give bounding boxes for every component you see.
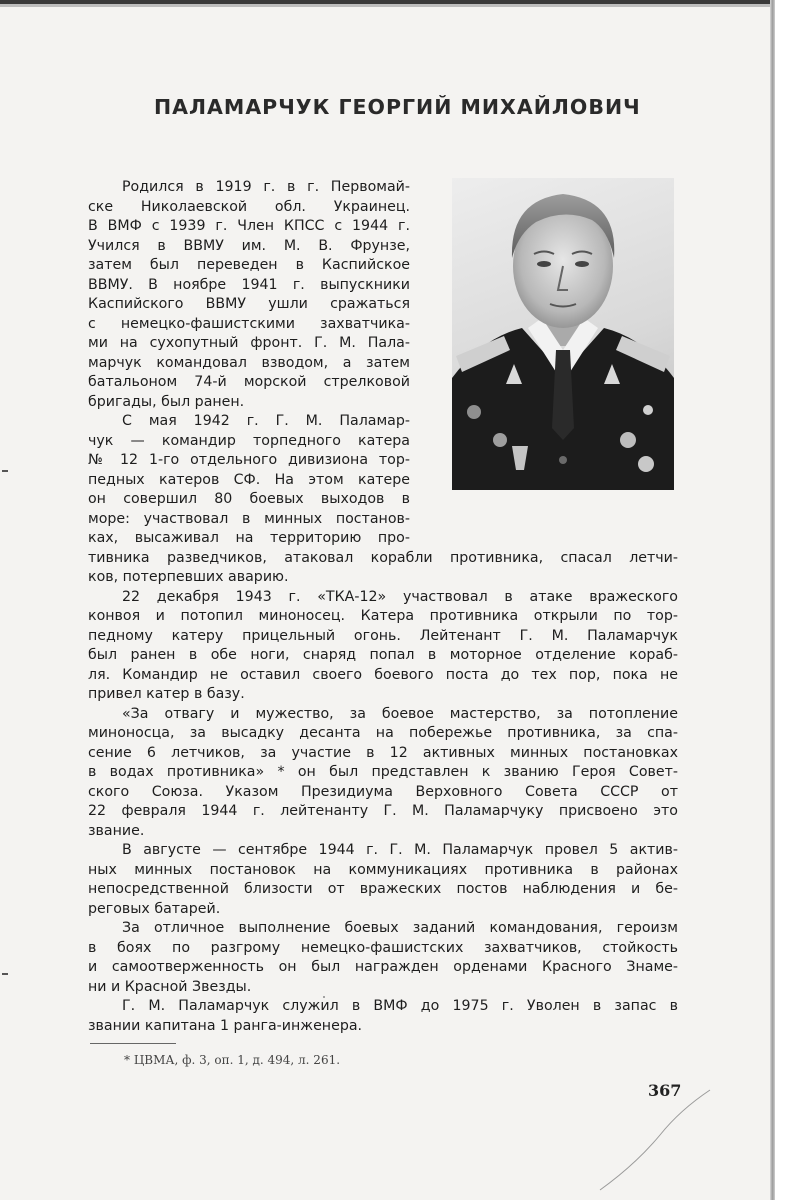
text-line: ков, потерпевших аварию. (88, 569, 289, 585)
footnote: * ЦВМА, ф. 3, оп. 1, д. 494, л. 261. (124, 1053, 341, 1067)
text-line: привел катер в базу. (88, 686, 245, 702)
text-line: море: участвовал в минных постанов- (88, 510, 410, 527)
text-line: ми на сухопутный фронт. Г. М. Пала- (88, 335, 410, 351)
page-title: ПАЛАМАРЧУК ГЕОРГИЙ МИХАЙЛОВИЧ (154, 95, 641, 119)
text-line: в боях по разгрому немецко-фашистских захватчиков, стойкость (88, 939, 678, 956)
text-line: ных минных постановок на коммуникациях противника в районах (88, 861, 678, 878)
text-line: 22 декабря 1943 г. «ТКА-12» участвовал в атаке вражеского (122, 588, 678, 605)
text-line: звании капитана 1 ранга-инженера. (88, 1017, 363, 1034)
scan-mark (2, 973, 8, 975)
text-line: ни и Красной Звезды. (88, 978, 252, 995)
text-line: сение 6 летчиков, за участие в 12 активных минных постановках (88, 744, 678, 761)
text-line: он совершил 80 боевых выходов в (88, 491, 410, 507)
page-number: 367 (648, 1081, 682, 1100)
scan-mark (2, 470, 8, 472)
footnote-rule (90, 1043, 176, 1044)
page-curl-mark (580, 1080, 720, 1200)
text-line: тивника разведчиков, атаковал корабли противника, спасал летчи- (88, 549, 678, 566)
text-line: был ранен в обе ноги, снаряд попал в моторное отделение кораб- (88, 647, 678, 663)
text-line: с немецко-фашистскими захватчика- (88, 315, 410, 332)
text-line: Родился в 1919 г. в г. Первомай- (122, 179, 410, 195)
text-line: педному катеру прицельный огонь. Лейтенант Г. М. Паламарчук (88, 627, 678, 644)
scan-edge-top-light (0, 4, 787, 7)
text-line: марчук командовал взводом, а затем (88, 354, 410, 371)
text-line: С мая 1942 г. Г. М. Паламар- (122, 413, 410, 429)
text-line: ского Союза. Указом Президиума Верховного Совета СССР от (88, 783, 678, 800)
text-line: в водах противника» * он был представлен к званию Героя Совет- (88, 764, 678, 780)
biography-text (88, 178, 678, 1036)
text-line: За отличное выполнение боевых заданий командования, героизм (122, 920, 678, 936)
text-line: затем был переведен в Каспийское (88, 257, 410, 273)
text-line: В августе — сентябре 1944 г. Г. М. Паламарчук провел 5 актив- (122, 842, 678, 858)
text-line: Каспийского ВВМУ ушли сражаться (88, 296, 410, 312)
text-line: звание. (88, 822, 145, 839)
page-margin-right (775, 0, 787, 1200)
speck (323, 996, 325, 998)
text-line: бригады, был ранен. (88, 393, 245, 410)
book-spine-edge (770, 0, 775, 1200)
text-line: 22 февраля 1944 г. лейтенанту Г. М. Паламарчуку присвоено это (88, 803, 678, 819)
text-line: № 12 1-го отдельного дивизиона тор- (88, 452, 410, 468)
text-line: и самоотверженность он был награжден орденами Красного Знаме- (88, 959, 678, 975)
text-line: ках, высаживал на территорию про- (88, 530, 410, 546)
text-line: ВВМУ. В ноябре 1941 г. выпускники (88, 276, 410, 293)
text-line: конвоя и потопил миноносец. Катера противника открыли по тор- (88, 608, 678, 624)
text-line: В ВМФ с 1939 г. Член КПСС с 1944 г. (88, 218, 410, 234)
text-line: непосредственной близости от вражеских постов наблюдения и бе- (88, 881, 678, 897)
text-line: батальоном 74-й морской стрелковой (88, 374, 410, 390)
text-line: чук — командир торпедного катера (88, 432, 410, 449)
text-line: «За отвагу и мужество, за боевое мастерство, за потопление (122, 705, 678, 722)
text-line: миноносца, за высадку десанта на побережье противника, за спа- (88, 725, 678, 741)
text-line: Г. М. Паламарчук служил в ВМФ до 1975 г. Уволен в запас в (122, 998, 678, 1014)
text-line: ске Николаевской обл. Украинец. (88, 198, 410, 215)
text-line: Учился в ВВМУ им. М. В. Фрунзе, (88, 237, 410, 254)
text-line: реговых батарей. (88, 900, 221, 917)
text-line: педных катеров СФ. На этом катере (88, 471, 410, 488)
text-line: ля. Командир не оставил своего боевого поста до тех пор, пока не (88, 666, 678, 683)
